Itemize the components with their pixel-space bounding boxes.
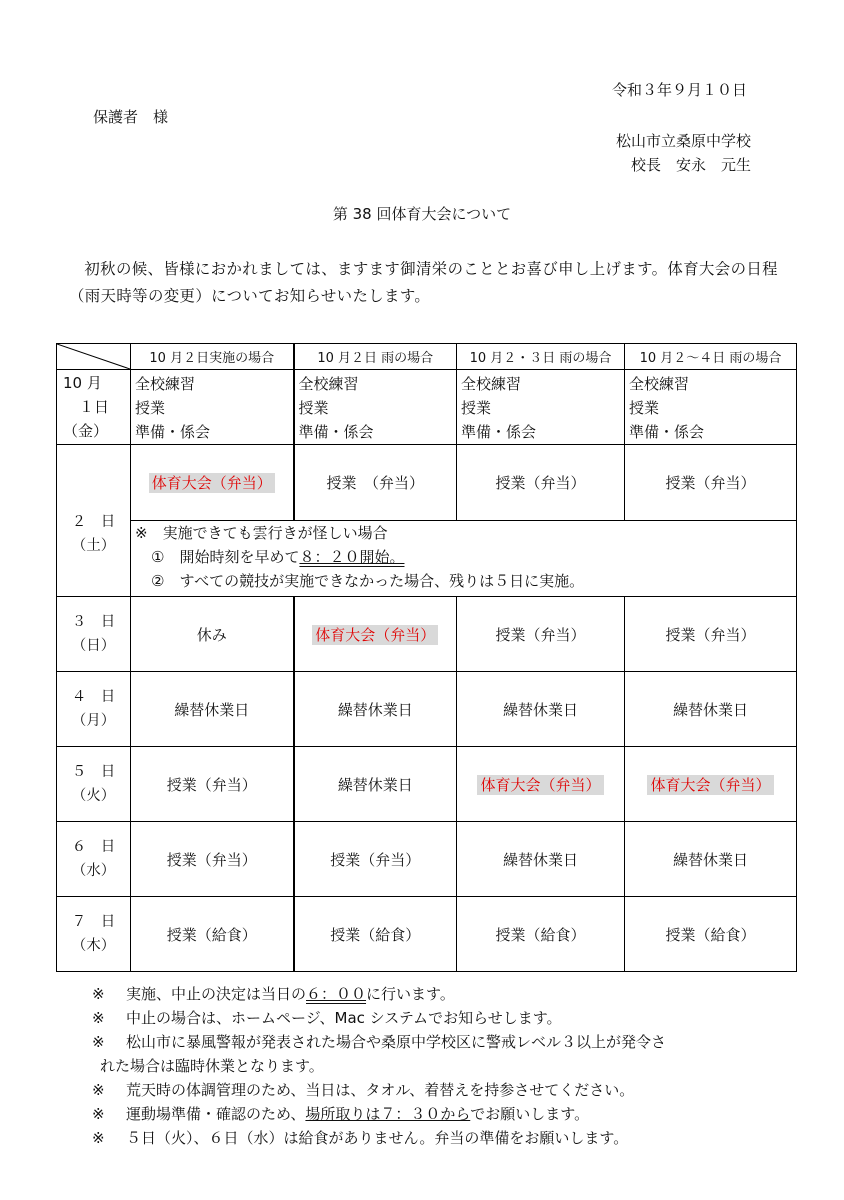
cell: 繰替休業日 xyxy=(457,672,625,747)
cell: 休み xyxy=(131,597,294,672)
footnote-text: 中止の場合は、ホームページ、Mac システムでお知らせします。 xyxy=(126,1009,562,1027)
weekday: （土） xyxy=(71,537,116,554)
footnote-underlined: 場所取りは７：３０から xyxy=(305,1105,471,1123)
row-day-3 xyxy=(57,597,797,672)
cell: 授業（弁当） xyxy=(131,822,294,897)
cell xyxy=(457,370,625,445)
day-number: ７ 日 xyxy=(71,914,116,930)
row-day-4 xyxy=(57,672,797,747)
day-number: ４ 日 xyxy=(71,689,116,705)
cell-line: 準備・係会 xyxy=(461,423,537,441)
day-label xyxy=(57,897,131,972)
cell: 授業（弁当） xyxy=(294,822,457,897)
footnote-mark: ※ xyxy=(92,1129,105,1147)
day-label xyxy=(57,370,131,445)
footnote-3 xyxy=(92,1030,812,1054)
cell: 授業（給食） xyxy=(457,897,625,972)
row-day-2 xyxy=(57,445,797,521)
sports-day-highlight: 体育大会（弁当） xyxy=(312,625,438,645)
day-label xyxy=(57,822,131,897)
schedule-table xyxy=(56,343,797,972)
col-header-plan-b: 10 月２日 雨の場合 xyxy=(294,344,457,370)
note-text: ① 開始時刻を早めて xyxy=(151,548,300,566)
footnote-mark: ※ xyxy=(92,1009,105,1027)
day-label xyxy=(57,672,131,747)
cell-line: 準備・係会 xyxy=(298,423,374,441)
cell: 繰替休業日 xyxy=(625,672,797,747)
day-label xyxy=(57,445,131,597)
day-label xyxy=(57,747,131,822)
footnote-text: でお願いします。 xyxy=(470,1105,590,1123)
weekday: （火） xyxy=(71,788,116,804)
cell: 授業（給食） xyxy=(625,897,797,972)
footnote-5 xyxy=(92,1102,812,1126)
row-day-7 xyxy=(57,897,797,972)
cell xyxy=(457,747,625,822)
footnote-underlined: ６：００ xyxy=(306,985,367,1003)
cell: 授業（弁当） xyxy=(131,747,294,822)
cell xyxy=(294,597,457,672)
cell: 授業（弁当） xyxy=(457,445,625,521)
footnote-text: 実施、中止の決定は当日の xyxy=(126,985,307,1003)
principal-name: 校長 安永 元生 xyxy=(630,156,751,174)
day-number: ６ 日 xyxy=(71,839,116,855)
header-row xyxy=(57,344,797,370)
cell: 繰替休業日 xyxy=(131,672,294,747)
day-number: １日 xyxy=(79,398,110,416)
cell-line: 授業 xyxy=(629,399,660,417)
diagonal-corner-cell xyxy=(57,344,131,370)
weather-note xyxy=(131,521,797,597)
cell-line: 全校練習 xyxy=(461,375,522,393)
cell-line: 準備・係会 xyxy=(135,423,211,441)
day-number: ２ 日 xyxy=(71,513,116,530)
cell: 授業（給食） xyxy=(131,897,294,972)
footnote-mark: ※ xyxy=(92,1033,105,1051)
cell-line: 授業 xyxy=(135,399,166,417)
cell xyxy=(131,370,294,445)
diagonal-line xyxy=(57,344,130,369)
footnote-text: 運動場準備・確認のため、 xyxy=(126,1105,306,1123)
note-line xyxy=(135,545,796,569)
school-name: 松山市立桑原中学校 xyxy=(615,132,751,150)
footnote-text: 荒天時の体調管理のため、当日は、タオル、着替えを持参させてください。 xyxy=(126,1081,635,1099)
cell-line: 授業 xyxy=(298,399,329,417)
weekday: （日） xyxy=(71,638,116,654)
sports-day-highlight: 体育大会（弁当） xyxy=(647,775,773,795)
footnotes xyxy=(92,982,812,1150)
weekday: （月） xyxy=(71,713,116,729)
row-day-1 xyxy=(57,370,797,445)
cell-line: 全校練習 xyxy=(135,375,196,393)
cell: 繰替休業日 xyxy=(457,822,625,897)
note-line: ※ 実施できても雲行きが怪しい場合 xyxy=(135,524,388,542)
col-header-plan-a: 10 月２日実施の場合 xyxy=(131,344,294,370)
cell xyxy=(131,445,294,521)
cell: 授業（弁当） xyxy=(457,597,625,672)
cell: 授業 （弁当） xyxy=(294,445,457,521)
cell: 繰替休業日 xyxy=(294,747,457,822)
cell: 授業（弁当） xyxy=(625,597,797,672)
footnote-4 xyxy=(92,1078,812,1102)
cell-line: 全校練習 xyxy=(298,375,359,393)
col-header-plan-c: 10 月２・３日 雨の場合 xyxy=(457,344,625,370)
cell xyxy=(625,747,797,822)
cell: 授業（給食） xyxy=(294,897,457,972)
footnote-2 xyxy=(92,1006,812,1030)
document-date: 令和３年９月１０日 xyxy=(611,81,747,99)
footnote-text: に行います。 xyxy=(366,985,455,1003)
greeting-paragraph: 初秋の候、皆様におかれましては、ますます御清栄のこととお喜び申し上げます。体育大会の日程（雨天時等の変更）についてお知らせいたします。 xyxy=(69,260,778,305)
footnote-text: 松山市に暴風警報が発表された場合や桑原中学校区に警戒レベル３以上が発令さ xyxy=(126,1033,667,1051)
sports-day-highlight: 体育大会（弁当） xyxy=(477,775,603,795)
note-line: ② すべての競技が実施できなかった場合、残りは５日に実施。 xyxy=(151,572,585,590)
footnote-6 xyxy=(92,1126,812,1150)
footnote-mark: ※ xyxy=(92,1081,105,1099)
footnote-text: ５日（火）、６日（水）は給食がありません。弁当の準備をお願いします。 xyxy=(126,1129,629,1147)
day-label xyxy=(57,597,131,672)
row-day-6 xyxy=(57,822,797,897)
month-label: 10 月 xyxy=(63,374,102,392)
cell-line: 全校練習 xyxy=(629,375,690,393)
recipient: 保護者 様 xyxy=(93,108,169,126)
document-title: 第 38 回体育大会について xyxy=(332,205,512,223)
footnote-mark: ※ xyxy=(92,1105,105,1123)
cell-line: 準備・係会 xyxy=(629,423,705,441)
weekday: （木） xyxy=(71,938,116,954)
col-header-plan-d: 10 月２～４日 雨の場合 xyxy=(625,344,797,370)
weekday: （金） xyxy=(63,422,109,440)
cell: 繰替休業日 xyxy=(625,822,797,897)
day-number: ５ 日 xyxy=(71,764,116,780)
cell xyxy=(625,370,797,445)
cell-line: 授業 xyxy=(461,399,492,417)
weekday: （水） xyxy=(71,863,116,879)
sports-day-highlight: 体育大会（弁当） xyxy=(149,473,275,493)
cell xyxy=(294,370,457,445)
footnote-1 xyxy=(92,982,812,1006)
row-day-2-note xyxy=(57,521,797,597)
row-day-5 xyxy=(57,747,797,822)
note-underlined: ８：２０開始。 xyxy=(299,548,405,566)
footnote-mark: ※ xyxy=(92,985,105,1003)
cell: 繰替休業日 xyxy=(294,672,457,747)
footnote-3-cont: れた場合は臨時休業となります。 xyxy=(100,1057,324,1075)
day-number: ３ 日 xyxy=(71,614,116,630)
cell: 授業（弁当） xyxy=(625,445,797,521)
